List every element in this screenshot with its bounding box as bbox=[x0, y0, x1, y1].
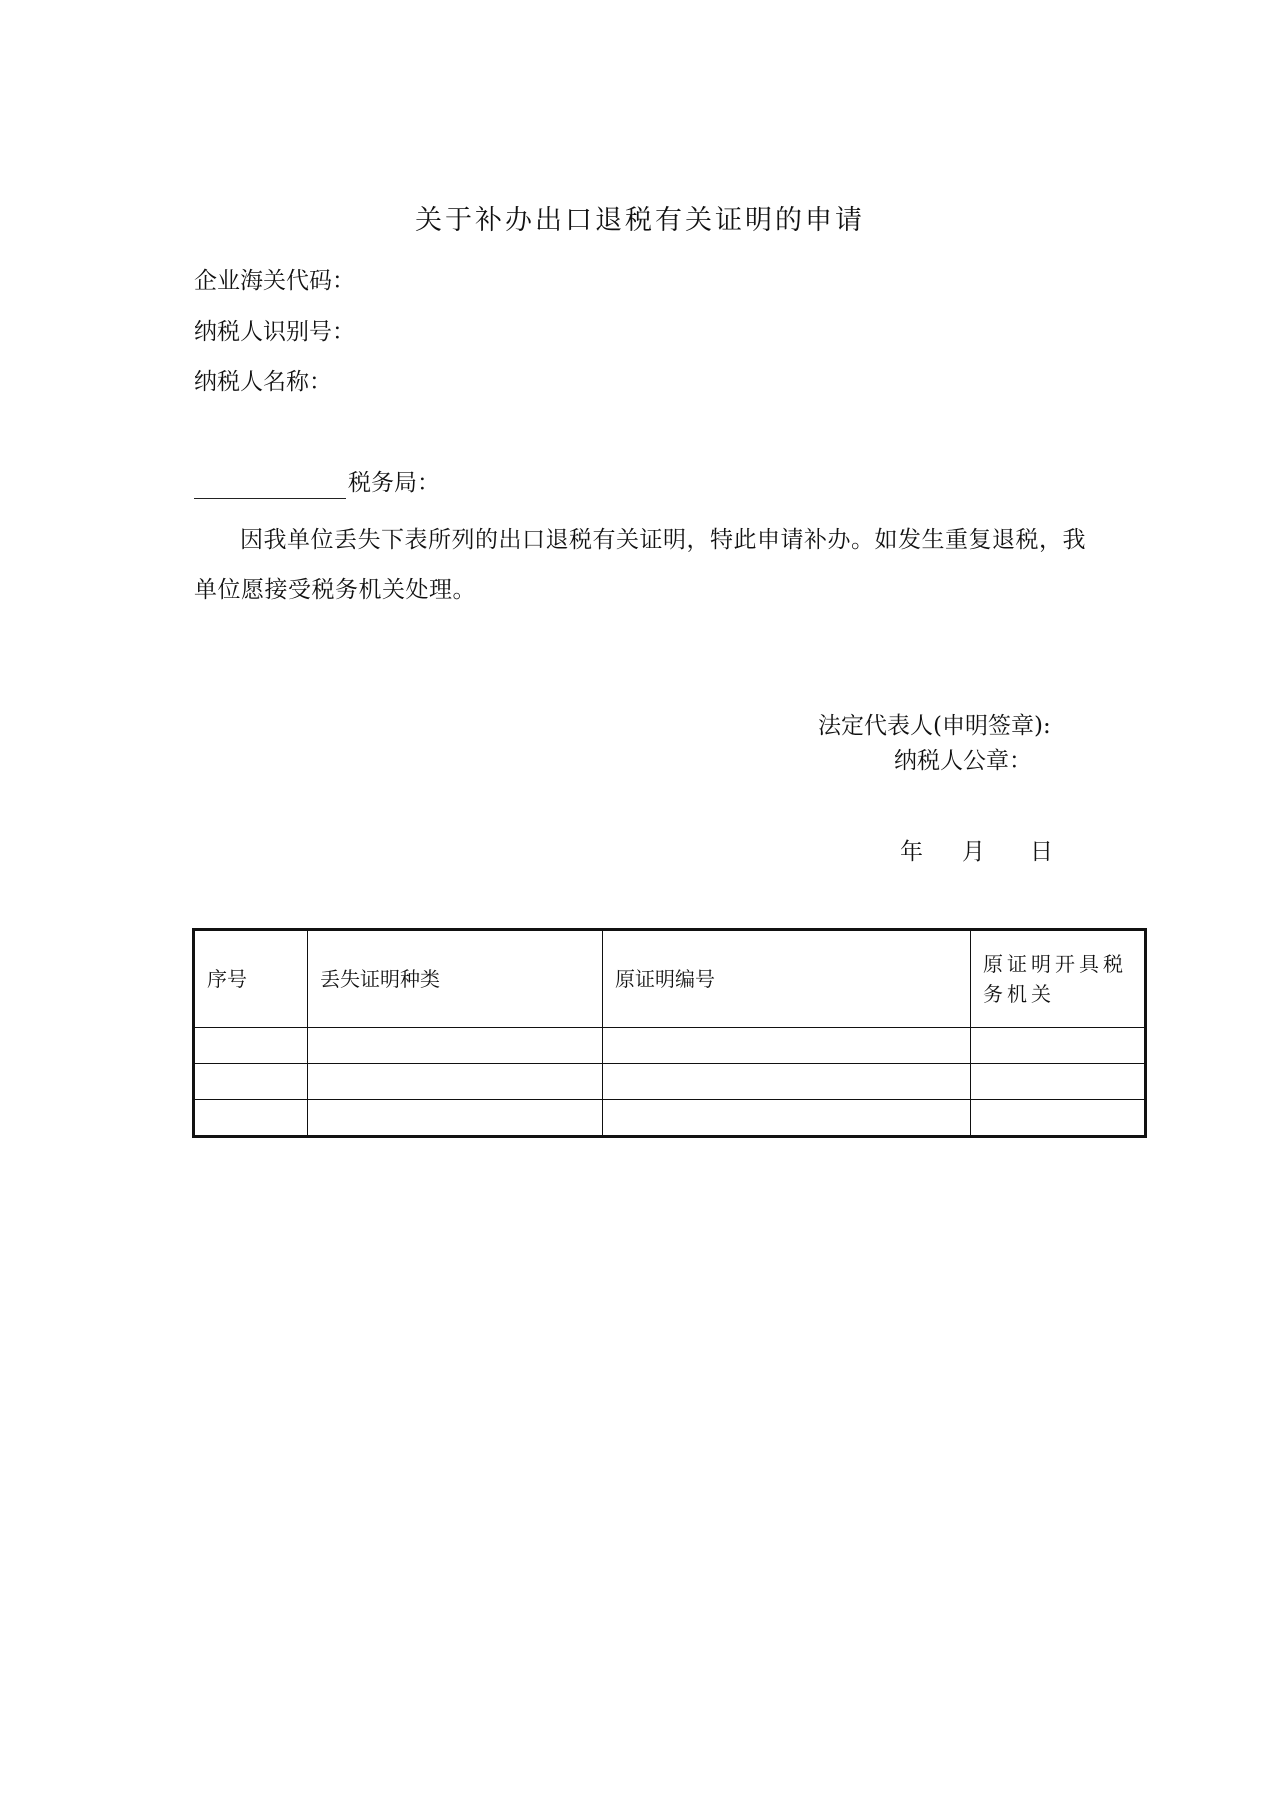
table-cell[interactable] bbox=[308, 1028, 603, 1064]
header-issuing-tax-authority: 原证明开具税务机关 bbox=[971, 930, 1146, 1028]
header-lost-cert-type: 丢失证明种类 bbox=[308, 930, 603, 1028]
table-header-row bbox=[194, 930, 1146, 1028]
header-original-cert-number: 原证明编号 bbox=[603, 930, 971, 1028]
addressee-suffix: 税务局： bbox=[348, 470, 440, 496]
table-cell[interactable] bbox=[603, 1064, 971, 1100]
table-cell[interactable] bbox=[308, 1064, 603, 1100]
table-row bbox=[194, 1100, 1146, 1137]
application-body: 因我单位丢失下表所列的出口退税有关证明，特此申请补办。如发生重复退税，我单位愿接受税务机关处理。 bbox=[194, 527, 1086, 603]
customs-code-label: 企业海关代码： bbox=[194, 268, 355, 294]
addressee-line bbox=[194, 467, 440, 499]
table-row bbox=[194, 1064, 1146, 1100]
table-cell[interactable] bbox=[971, 1064, 1146, 1100]
document-title: 关于补办出口退税有关证明的申请 bbox=[415, 205, 865, 236]
table-cell[interactable] bbox=[194, 1064, 308, 1100]
table-cell[interactable] bbox=[971, 1028, 1146, 1064]
date-year-label: 年 bbox=[900, 839, 923, 865]
date-month-label: 月 bbox=[962, 839, 985, 865]
table-cell[interactable] bbox=[971, 1100, 1146, 1137]
legal-rep-signature-label: 法定代表人(申明签章): bbox=[818, 713, 1051, 739]
table-cell[interactable] bbox=[194, 1100, 308, 1137]
taxpayer-seal-label: 纳税人公章： bbox=[894, 748, 1032, 774]
date-day-label: 日 bbox=[1030, 839, 1053, 865]
lost-certificate-table bbox=[192, 928, 1147, 1138]
taxpayer-name-label: 纳税人名称： bbox=[194, 369, 332, 395]
table-cell[interactable] bbox=[603, 1028, 971, 1064]
header-serial-number: 序号 bbox=[194, 930, 308, 1028]
table-cell[interactable] bbox=[603, 1100, 971, 1137]
taxpayer-id-label: 纳税人识别号： bbox=[194, 319, 355, 345]
table-cell[interactable] bbox=[194, 1028, 308, 1064]
table-cell[interactable] bbox=[308, 1100, 603, 1137]
table-row bbox=[194, 1028, 1146, 1064]
tax-bureau-blank[interactable] bbox=[194, 472, 346, 499]
